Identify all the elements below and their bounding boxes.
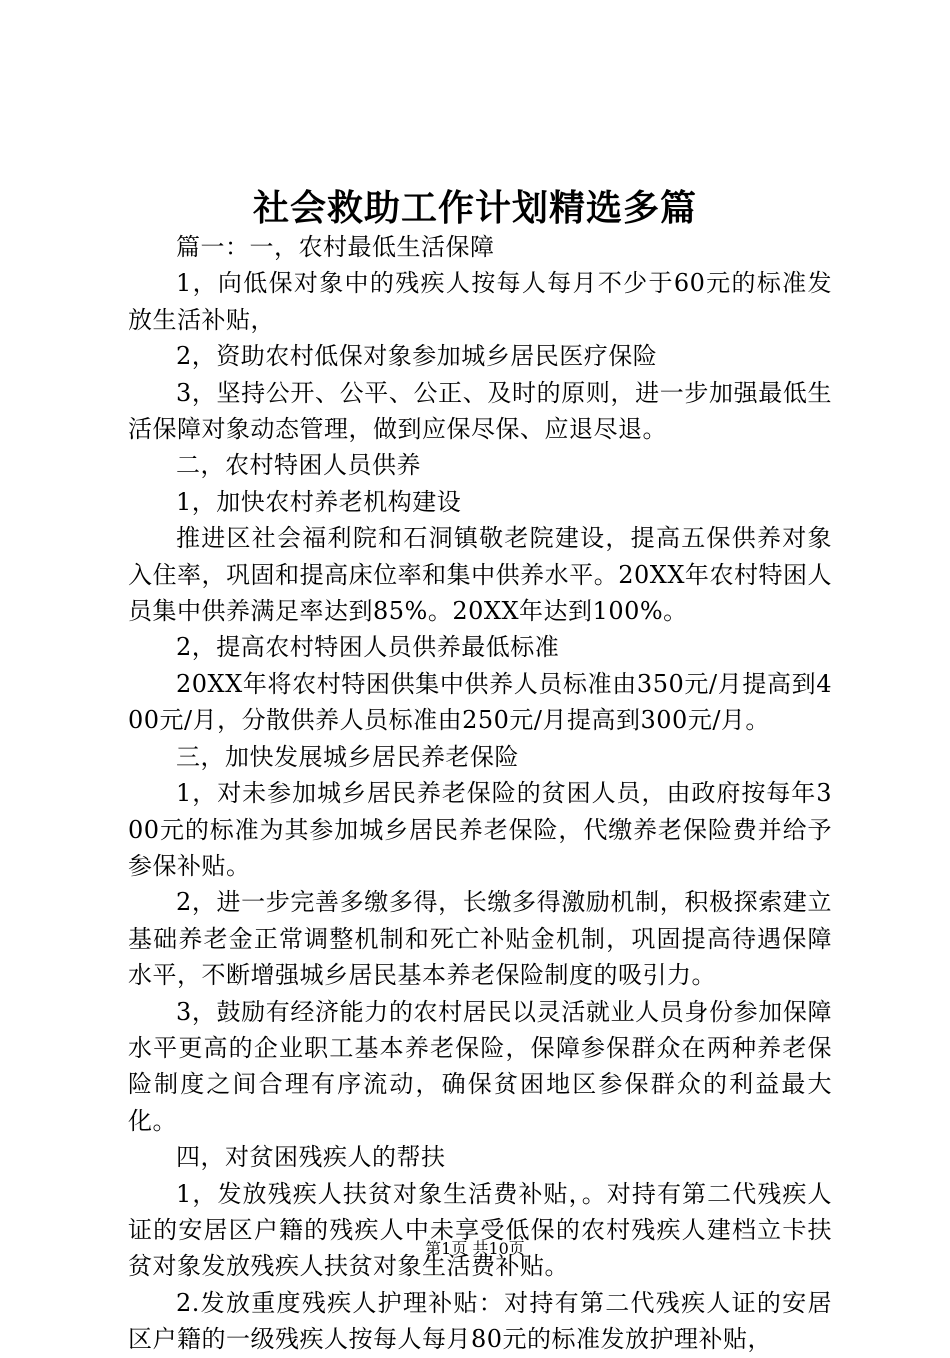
paragraph: 2，资助农村低保对象参加城乡居民医疗保险 [176,342,658,371]
paragraph: 2，提高农村特困人员供养最低标准 [176,633,560,662]
paragraph: 1，发放残疾人扶贫对象生活费补贴，。对持有第二代残疾人证的安居区户籍的残疾人中未享受低保的农村残疾人建档立卡扶贫对象发放残疾人扶贫对象生活费补贴。 [128,1179,832,1281]
paragraph: 1，对未参加城乡居民养老保险的贫困人员，由政府按每年300元的标准为其参加城乡居民养老保险，代缴养老保险费并给予参保补贴。 [128,779,832,880]
paragraph: 2，进一步完善多缴多得，长缴多得激励机制，积极探索建立基础养老金正常调整机制和死亡补贴金机制，巩固提高待遇保障水平，不断增强城乡居民基本养老保险制度的吸引力。 [128,888,832,990]
paragraph: 1，加快农村养老机构建设 [176,487,462,516]
paragraph: 四，对贫困残疾人的帮扶 [176,1143,446,1172]
paragraph: 篇一：一，农村最低生活保障 [176,233,495,261]
paragraph: 3，坚持公开、公平、公正、及时的原则，进一步加强最低生活保障对象动态管理，做到应保尽保、应退尽退。 [128,378,832,444]
page-footer: 第1页 共10页 [425,1239,525,1258]
document-title: 社会救助工作计划精选多篇 [252,187,697,229]
paragraph: 1，向低保对象中的残疾人按每人每月不少于60元的标准发放生活补贴， [128,269,832,334]
paragraph: 二，农村特困人员供养 [176,451,421,480]
paragraph: 2.发放重度残疾人护理补贴：对持有第二代残疾人证的安居区户籍的一级残疾人按每人每月80元的标准发放护理补贴， [128,1288,832,1354]
paragraph: 3，鼓励有经济能力的农村居民以灵活就业人员身份参加保障水平更高的企业职工基本养老保险，保障参保群众在两种养老保险制度之间合理有序流动，确保贫困地区参保群众的利益最大化。 [128,997,832,1135]
paragraph: 20XX年将农村特困供集中供养人员标准由350元/月提高到400元/月，分散供养人员标准由250元/月提高到300元/月。 [128,669,832,735]
paragraph: 三，加快发展城乡居民养老保险 [176,742,519,771]
document-body [128,229,832,1358]
paragraph: 推进区社会福利院和石洞镇敬老院建设，提高五保供养对象入住率，巩固和提高床位率和集中供养水平。20XX年农村特困人员集中供养满足率达到85%。20XX年达到100%。 [128,524,832,626]
